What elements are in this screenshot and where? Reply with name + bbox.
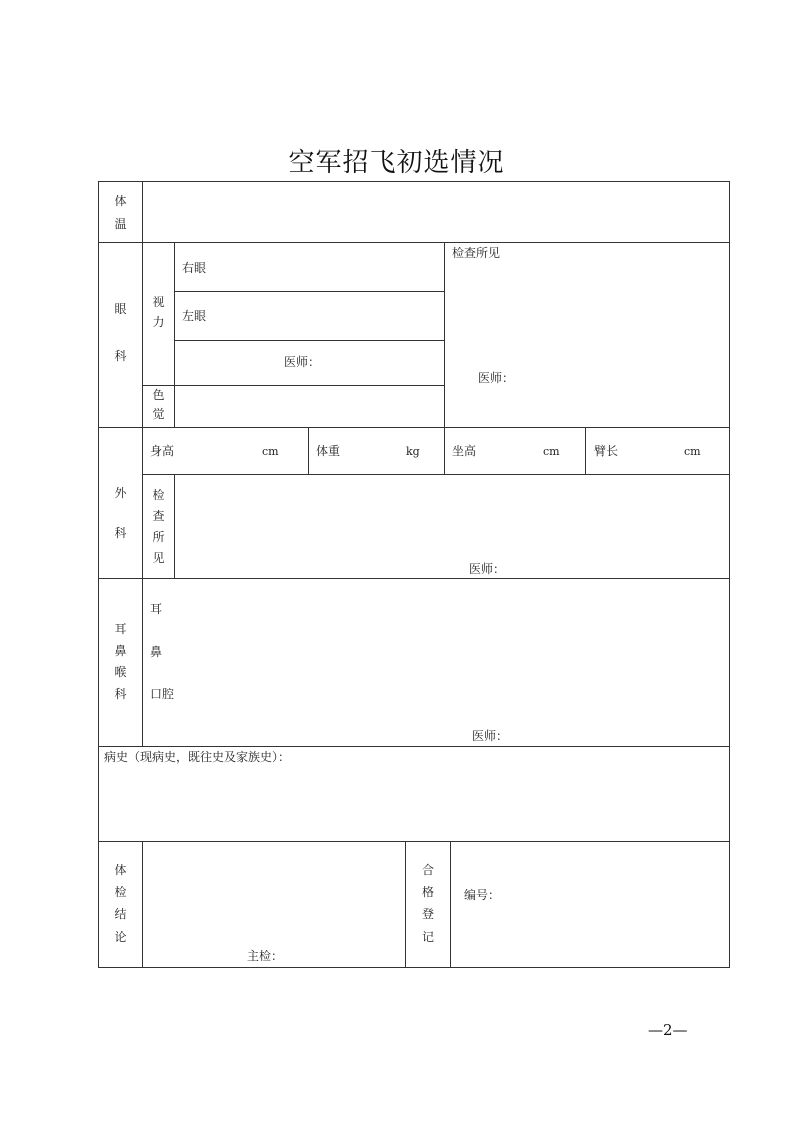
eye-dept-char-1: 眼 (114, 302, 127, 316)
eye-dept-label (98, 286, 143, 380)
color-sense-char-2: 觉 (152, 406, 165, 421)
page-number: —2— (648, 1021, 688, 1039)
weight-label: 体重 (316, 444, 341, 458)
eye-findings-label: 检查所见 (452, 246, 501, 260)
surgery-findings-char-2: 查 (152, 509, 165, 523)
conclusion-char-2: 检 (114, 885, 127, 900)
conclusion-label (98, 859, 143, 948)
vision-doctor-label: 医师： (284, 355, 321, 369)
left-eye-cell[interactable] (174, 291, 445, 341)
vision-label (142, 292, 175, 333)
left-eye-label: 左眼 (182, 309, 207, 323)
surgery-dept-label (98, 474, 143, 553)
ent-dept-char-1: 耳 (114, 622, 127, 636)
vision-label-char-1: 视 (152, 295, 165, 309)
surgery-findings-char-4: 见 (152, 551, 165, 565)
history-label: 病史（现病史，既往史及家族史）： (104, 750, 291, 764)
conclusion-char-1: 体 (114, 863, 127, 877)
conclusion-char-4: 论 (114, 929, 127, 944)
qualified-char-2: 格 (421, 885, 434, 900)
eye-findings-doctor-label: 医师： (478, 371, 515, 385)
height-unit: cm (262, 445, 279, 458)
surgery-findings-char-3: 所 (152, 530, 165, 544)
qualified-value-cell[interactable] (450, 841, 730, 968)
height-label: 身高 (150, 444, 175, 458)
surgery-findings-value-cell[interactable] (174, 474, 730, 579)
surgery-doctor-label: 医师： (469, 562, 506, 576)
temperature-label-char-2: 温 (114, 217, 127, 232)
qualified-char-4: 记 (421, 929, 434, 944)
nose-label: 鼻 (150, 645, 163, 659)
vision-label-char-2: 力 (152, 315, 165, 330)
qualified-char-3: 登 (421, 907, 434, 922)
sitting-height-label: 坐高 (452, 444, 477, 458)
arm-length-label: 臂长 (594, 444, 619, 458)
mouth-label: 口腔 (150, 687, 175, 701)
color-sense-label (142, 386, 175, 423)
surgery-findings-label (142, 485, 175, 569)
temperature-label (98, 190, 143, 237)
eye-dept-char-2: 科 (114, 348, 127, 363)
surgery-dept-char-2: 科 (114, 525, 127, 540)
color-sense-value-cell[interactable] (174, 385, 445, 428)
ent-dept-char-3: 喉 (114, 665, 127, 680)
right-eye-label: 右眼 (182, 261, 207, 275)
ent-dept-char-4: 科 (114, 686, 127, 701)
sitting-height-unit: cm (543, 445, 560, 458)
temperature-value-cell[interactable] (142, 181, 730, 243)
qualified-label (405, 859, 451, 948)
registration-number-label: 编号： (464, 888, 501, 902)
color-sense-char-1: 色 (152, 388, 165, 402)
conclusion-char-3: 结 (114, 907, 127, 922)
right-eye-cell[interactable] (174, 242, 445, 292)
arm-length-unit: cm (684, 445, 701, 458)
weight-unit: kg (406, 445, 420, 458)
chief-examiner-label: 主检： (247, 949, 284, 963)
form-title: 空军招飞初选情况 (288, 148, 505, 178)
ent-dept-label (98, 619, 143, 705)
ent-dept-char-2: 鼻 (114, 643, 127, 658)
ent-doctor-label: 医师： (472, 729, 509, 743)
temperature-label-char-1: 体 (114, 194, 127, 208)
surgery-dept-char-1: 外 (114, 486, 127, 500)
qualified-char-1: 合 (421, 863, 434, 877)
eye-findings-cell[interactable] (444, 242, 730, 428)
surgery-findings-char-1: 检 (152, 488, 165, 502)
ear-label: 耳 (150, 602, 163, 616)
ent-value-cell[interactable] (142, 578, 730, 747)
